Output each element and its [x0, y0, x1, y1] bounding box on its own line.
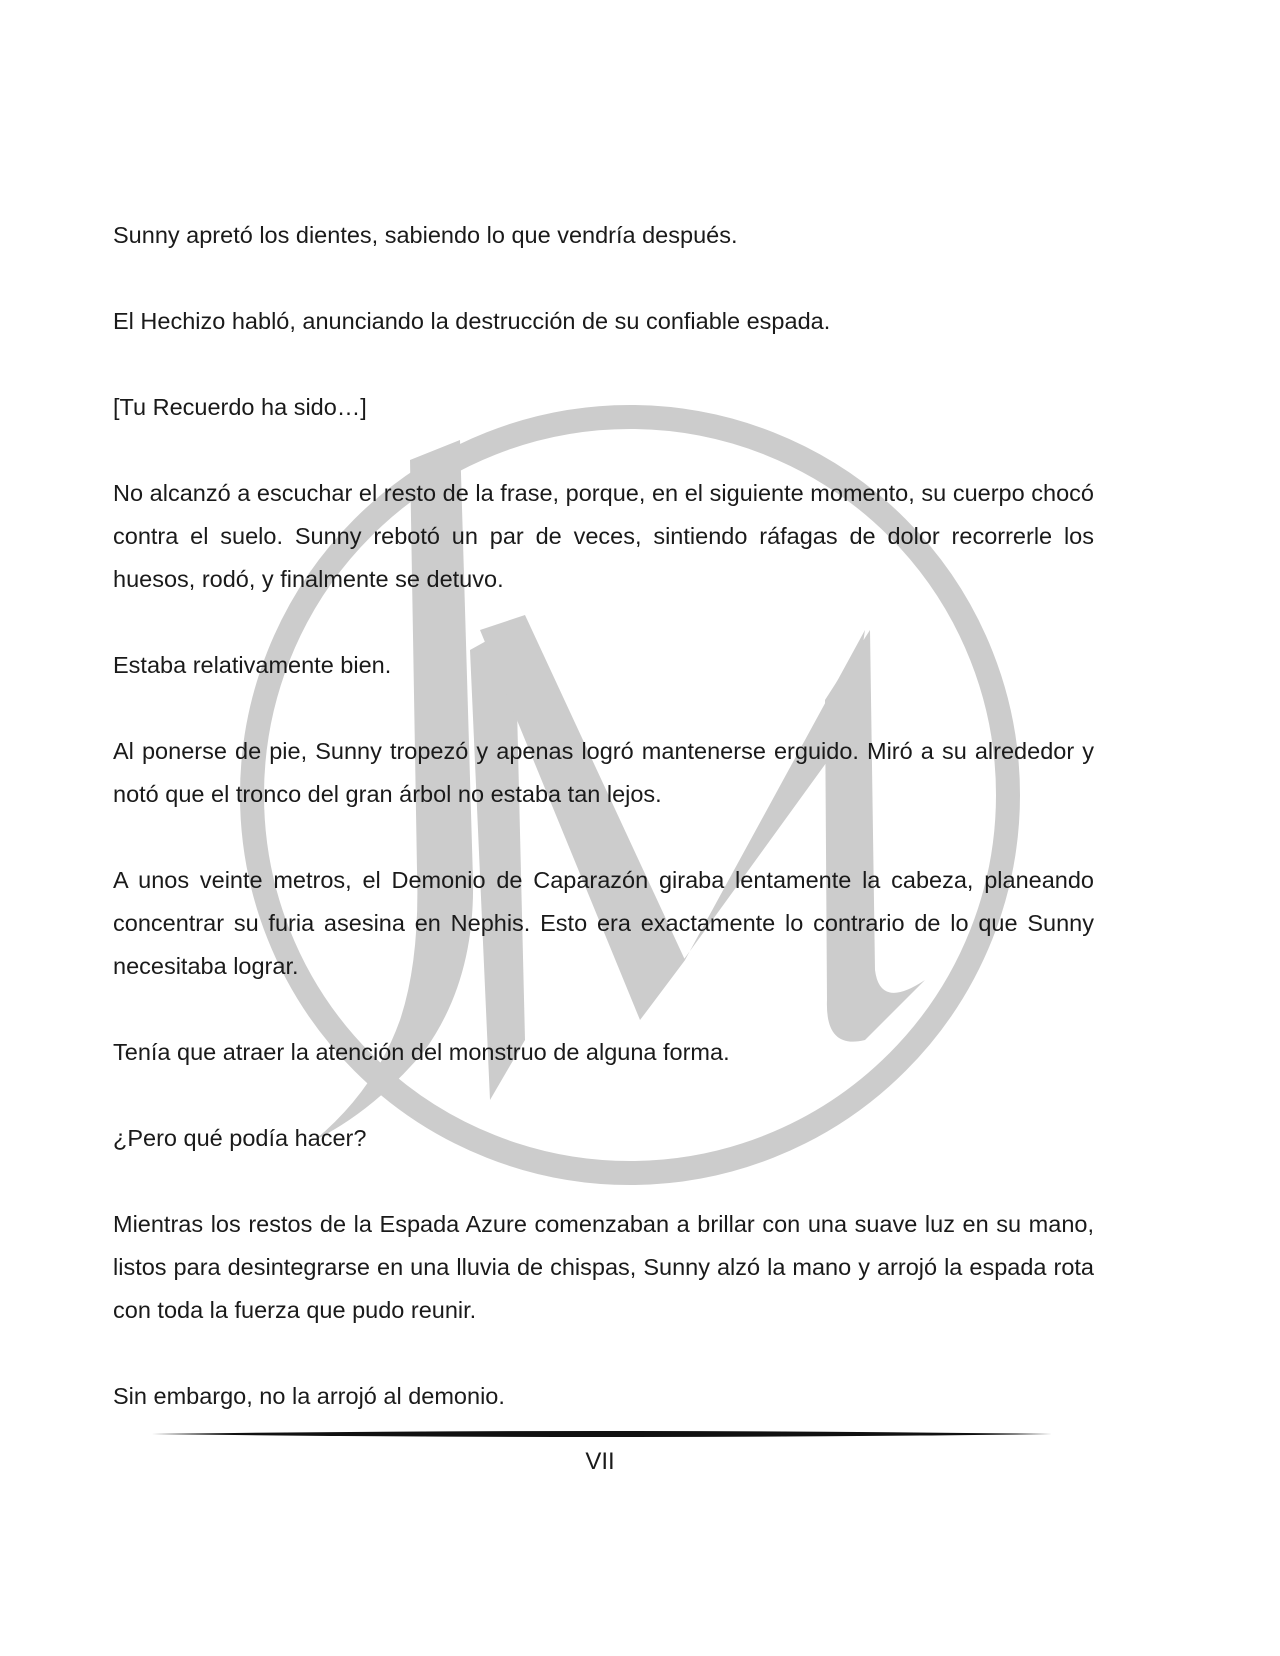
footer-divider — [152, 1430, 1052, 1438]
paragraph: Sunny apretó los dientes, sabiendo lo que vendría después. — [113, 222, 738, 248]
paragraph: Tenía que atraer la atención del monstruo de alguna forma. — [113, 1039, 730, 1065]
paragraph: El Hechizo habló, anunciando la destrucción de su confiable espada. — [113, 308, 831, 334]
paragraph: A unos veinte metros, el Demonio de Caparazón giraba lentamente la cabeza, planeando concentrar su furia asesina en Nephis. Esto era exactamente lo contrario de lo que Sunny necesitaba lograr. — [113, 867, 1094, 979]
document-body — [113, 214, 1094, 1461]
paragraph: Sin embargo, no la arrojó al demonio. — [113, 1383, 505, 1409]
paragraph: ¿Pero qué podía hacer? — [113, 1125, 367, 1151]
paragraph: Al ponerse de pie, Sunny tropezó y apenas logró mantenerse erguido. Miró a su alrededor y notó que el tronco del gran árbol no estaba tan lejos. — [113, 738, 1094, 807]
paragraph: [Tu Recuerdo ha sido…] — [113, 394, 367, 420]
paragraph: Estaba relativamente bien. — [113, 652, 392, 678]
page-number: VII — [585, 1448, 615, 1475]
paragraph: No alcanzó a escuchar el resto de la frase, porque, en el siguiente momento, su cuerpo chocó contra el suelo. Sunny rebotó un par de veces, sintiendo ráfagas de dolor recorrerle los huesos, rodó, y finalmente se detuvo. — [113, 480, 1094, 592]
paragraph: Mientras los restos de la Espada Azure comenzaban a brillar con una suave luz en su mano, listos para desintegrarse en una lluvia de chispas, Sunny alzó la mano y arrojó la espada rota con toda la fuerza que pudo reunir. — [113, 1211, 1094, 1323]
